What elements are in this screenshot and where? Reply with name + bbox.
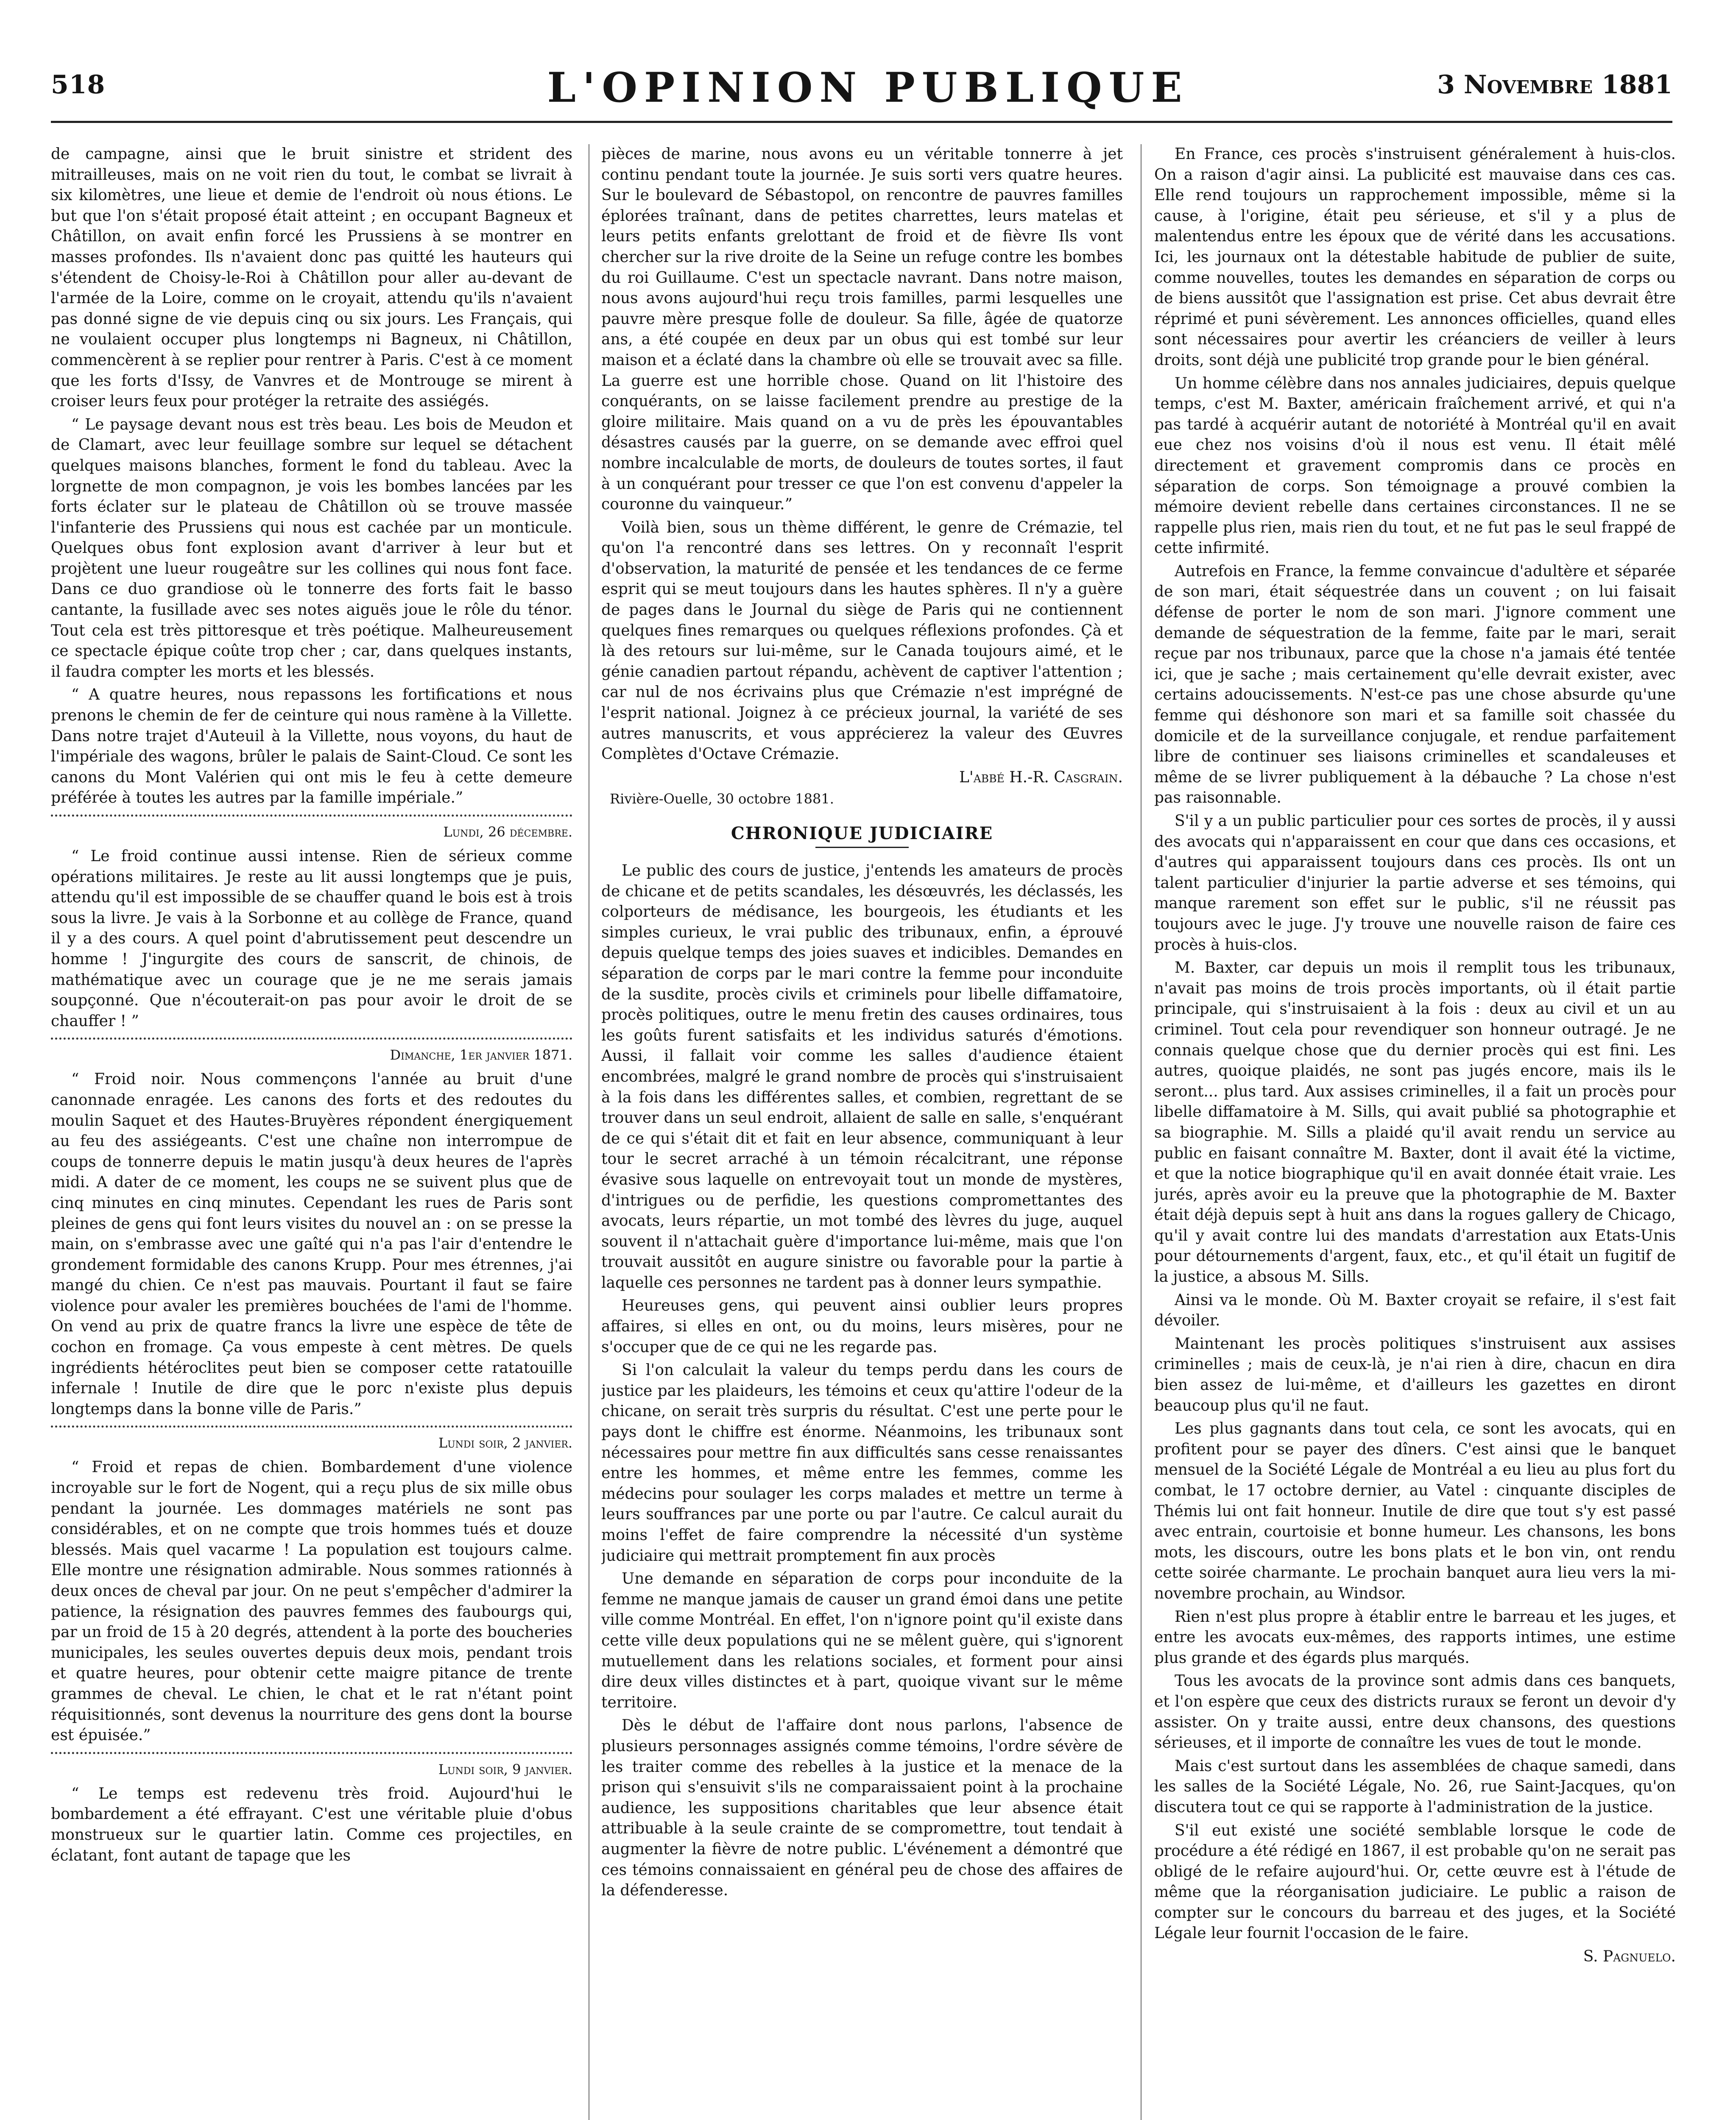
dotted-divider xyxy=(51,815,572,817)
diary-dateline: Dimanche, 1er janvier 1871. xyxy=(390,1047,572,1063)
diary-dateline: Lundi, 26 décembre. xyxy=(443,824,572,840)
article-paragraph: En France, ces procès s'instruisent généralement à huis-clos. On a raison d'agir ainsi. La publicité est mauvaise dans ces cas. Elle rend toujours un rapprochement impossible, même si la cause, à l'origine, était peu sérieuse, et s'il y a plus de malentendus entre les époux que de vérité dans les accusations. Ici, les journaux ont la détestable habitude de publier de suite, comme nouvelles, toutes les demandes en séparation de corps ou de biens aussitôt que l'assignation est prise. Cet abus devrait être réprimé et puni sévèrement. Les annonces officielles, quand elles sont nécessaires pour avertir les créanciers de veiller à leurs droits, sont déjà une publicité trop grande pour le bien général. xyxy=(1154,145,1676,369)
column-middle xyxy=(601,144,1123,2120)
column-separator xyxy=(1141,144,1142,2120)
article-paragraph: Maintenant les procès politiques s'instruisent aux assises criminelles ; mais de ceux-là, je n'ai rien à dire, chacun en dira bien assez de lui-même, et d'ailleurs les gazettes en diront beaucoup plus qu'il ne faut. xyxy=(1154,1335,1676,1414)
article-paragraph: Ainsi va le monde. Où M. Baxter croyait se refaire, il s'est fait dévoiler. xyxy=(1154,1291,1676,1330)
article-paragraph: Une demande en séparation de corps pour inconduite de la femme ne manque jamais de causer un grand émoi dans une petite ville comme Montréal. En effet, l'on n'ignore point qu'il existe dans cette ville deux populations qui ne se mêlent guère, qui s'ignorent mutuellement dans les relations sociales, et forment pour ainsi dire deux villes distinctes et à part, quoique vivant sur le même territoire. xyxy=(601,1570,1123,1711)
article-paragraph: Le public des cours de justice, j'entends les amateurs de procès de chicane et de petits scandales, les désœuvrés, les déclassés, les colporteurs de médisance, les bourgeois, les étudiants et les simples curieux, le vrai public des tribunaux, enfin, a éprouvé depuis quelque temps des joies suaves et indicibles. Demandes en séparation de corps par le mari contre la femme pour inconduite de la susdite, procès civils et criminels pour libelle diffamatoire, procès politiques, outre le menu fretin des causes ordinaires, tous les goûts furent satisfaits et les individus saturés d'émotions. Aussi, il fallait voir comme les salles d'audience étaient encombrées, malgré le grand nombre de procès qui s'instruisaient à la fois dans les différentes salles, et combien, regrettant de se trouver dans un seul endroit, allaient de salle en salle, s'enquérant de ce qui s'était dit et fait en leur absence, communiquant à leur tour le secret arraché à un témoin récalcitrant, une réponse évasive sous laquelle on entrevoyait tout un monde de mystères, d'intrigues ou de perfidie, les questions compromettantes des avocats, leurs répartie, un mot tombé des lèvres du juge, auquel souvent il n'attachait guère d'importance lui-même, mais que l'on trouvait aussitôt en augure sinistre ou favorable pour la partie à laquelle ces personnes ne tardent pas à donner leurs sympathie. xyxy=(601,862,1123,1292)
diary-dateline: Lundi soir, 2 janvier. xyxy=(438,1435,572,1451)
author-signature: S. Pagnuelo. xyxy=(1583,1948,1676,1966)
article-paragraph: Si l'on calculait la valeur du temps perdu dans les cours de justice par les plaideurs, les témoins et ceux qu'attire l'odeur de la chicane, on serait très surpris du résultat. C'est une perte pour le pays dont le chiffre est énorme. Néanmoins, les tribunaux sont nécessaires pour mettre fin aux difficultés sans cesse renaissantes entre les hommes, et même entre les femmes, comme les médecins pour soulager les corps malades et mettre un terme à leurs souffrances par une porte ou par l'autre. Ce calcul aurait du moins l'effet de faire comprendre la nécessité d'un système judiciaire qui mettrait promptement fin aux procès xyxy=(601,1361,1123,1565)
author-signature: L'abbé H.-R. Casgrain. xyxy=(959,768,1123,786)
article-paragraph: Un homme célèbre dans nos annales judiciaires, depuis quelque temps, c'est M. Baxter, américain fraîchement arrivé, et qui n'a pas tardé à acquérir autant de notoriété à Montréal qu'il en avait eue chez nos voisins d'où il nous est venu. Il était mêlé directement et gravement compromis dans ce procès en séparation de corps. Son témoignage a prouvé combien la mémoire devient rebelle dans certaines circonstances. Il ne se rappelle plus rien, mais rien du tout, et ne fut pas le seul frappé de cette infirmité. xyxy=(1154,374,1676,557)
article-paragraph: “ Le temps est redevenu très froid. Aujourd'hui le bombardement a été effrayant. C'est une véritable pluie d'obus monstrueux sur le quartier latin. Comme ces projectiles, en éclatant, font autant de tapage que les xyxy=(51,1785,572,1864)
article-paragraph: Les plus gagnants dans tout cela, ce sont les avocats, qui en profitent pour se payer des dîners. C'est ainsi que le banquet mensuel de la Société Légale de Montréal a eu lieu au plus fort du combat, le 17 octobre dernier, au Vatel : cinquante disciples de Thémis lui ont fait honneur. Inutile de dire que tout s'y est passé avec entrain, courtoisie et bonne humeur. Les chansons, les bons mots, les discours, outre les bons plats et le bon vin, ont rendu cette soirée charmante. Le prochain banquet aura lieu vers la mi-novembre prochain, au Windsor. xyxy=(1154,1420,1676,1602)
article-paragraph: S'il eut existé une société semblable lorsque le code de procédure a été rédigé en 1867, il est probable qu'on ne serait pas obligé de le refaire aujourd'hui. Or, cette œuvre est à l'étude de même que la réorganisation judiciaire. Le public a raison de compter sur le concours du barreau et des juges, et la Société Légale leur fournit l'occasion de le faire. xyxy=(1154,1822,1676,1942)
article-paragraph: Dès le début de l'affaire dont nous parlons, l'absence de plusieurs personnages assignés comme témoins, l'ordre sévère de les traiter comme des rebelles à la justice et la menace de la prison qui s'ensuivit s'ils ne comparaissaient point à la prochaine audience, les suppositions charitables que leur absence était attribuable à la seule crainte de se compromettre, tout tendait à augmenter la fièvre de notre public. L'événement a démontré que ces témoins connaissaient en général peu de chose des affaires de la défenderesse. xyxy=(601,1717,1123,1900)
article-paragraph: “ Le paysage devant nous est très beau. Les bois de Meudon et de Clamart, avec leur feuillage sombre sur lequel se détachent quelques maisons blanches, forment le fond du tableau. Avec la lorgnette de mon compagnon, je vois les bombes lancées par les forts éclater sur le plateau de Châtillon où se trouve massée l'infanterie des Prussiens qui nous est cachée par un monticule. Quelques obus font explosion avant d'arriver à leur but et projètent une lueur rougeâtre sur les collines qui nous font face. Dans ce duo grandiose où le tonnerre des forts fait le basso cantante, la fusillade avec ses notes aiguës joue le rôle du ténor. Tout cela est très pittoresque et très poétique. Malheureusement ce spectacle épique coûte trop cher ; car, dans quelques instants, il faudra compter les morts et les blessés. xyxy=(51,416,572,681)
section-heading: CHRONIQUE JUDICIAIRE xyxy=(731,823,994,844)
article-paragraph: Autrefois en France, la femme convaincue d'adultère et séparée de son mari, était séquestrée dans un couvent ; on lui faisait défense de porter le nom de son mari. J'ignore comment une demande de séquestration de la femme, faite par le mari, serait reçue par nos tribunaux, parce que la chose n'a jamais été tentée ici, que je sache ; mais certainement qu'elle devrait exister, avec certains adoucissements. N'est-ce pas une chose absurde qu'une femme qui déshonore son mari et sa famille soit chassée du domicile et de la surveillance conjugale, et rendue parfaitement libre de continuer ses liaisons criminelles et scandaleuses et même de se livrer publiquement à la débauche ? La chose n'est pas raisonnable. xyxy=(1154,562,1676,807)
page-number: 518 xyxy=(51,70,106,100)
dotted-divider xyxy=(51,1752,572,1754)
column-left xyxy=(51,144,572,2120)
article-paragraph: S'il y a un public particulier pour ces sortes de procès, il y aussi des avocats qui n'apparaissent en cour que dans ces occasions, et d'autres qui apparaissent toujours dans ces procès. Ils ont un talent particulier d'injurier la partie adverse et ses témoins, qui manque rarement son effet sur le public, s'il ne réussit pas toujours avec le juge. J'y trouve une nouvelle raison de faire ces procès à huis-clos. xyxy=(1154,812,1676,954)
article-paragraph: Rien n'est plus propre à établir entre le barreau et les juges, et entre les avocats eux-mêmes, des rapports intimes, une estime plus grande et des égards plus marqués. xyxy=(1154,1608,1676,1667)
page-header xyxy=(0,0,1736,140)
dotted-divider xyxy=(51,1425,572,1428)
dotted-divider xyxy=(51,1038,572,1040)
newspaper-title: L'OPINION PUBLIQUE xyxy=(547,64,1189,112)
article-paragraph: de campagne, ainsi que le bruit sinistre et strident des mitrailleuses, mais on ne voit rien du tout, le combat se livrait à six kilomètres, une lieue et demie de l'endroit où nous étions. Le but que l'on s'était proposé était atteint ; en occupant Bagneux et Châtillon, on avait enfin forcé les Prussiens à se montrer en masses profondes. Ils n'avaient donc pas quitté les hauteurs qui s'étendent de Choisy-le-Roi à Châtillon pour aller au-devant de l'armée de la Loire, comme on le croyait, attendu qu'ils n'avaient pas donné signe de vie depuis cinq ou six jours. Les Français, qui ne voulaient occuper plus longtemps ni Bagneux, ni Châtillon, commencèrent à se replier pour rentrer à Paris. C'est à ce moment que les forts d'Issy, de Vanvres et de Montrouge se mirent à croiser leurs feux pour protéger la retraite des assiégés. xyxy=(51,145,572,410)
header-rule xyxy=(51,121,1672,123)
place-date: Rivière-Ouelle, 30 octobre 1881. xyxy=(610,791,834,807)
column-right xyxy=(1154,144,1676,2120)
article-paragraph: Tous les avocats de la province sont admis dans ces banquets, et l'on espère que ceux des districts ruraux se feront un devoir d'y assister. On y traite aussi, entre deux chansons, des questions sérieuses, et il importe de connaître les vues de tout le monde. xyxy=(1154,1672,1676,1752)
article-paragraph: pièces de marine, nous avons eu un véritable tonnerre à jet continu pendant toute la journée. Je suis sorti vers quatre heures. Sur le boulevard de Sébastopol, on rencontre de pauvres familles éplorées traînant, dans de petites charrettes, leurs matelas et leurs petits enfants grelottant de froid et de fièvre Ils vont chercher sur la rive droite de la Seine un refuge contre les bombes du roi Guillaume. C'est un spectacle navrant. Dans notre maison, nous avons aujourd'hui reçu trois familles, parmi lesquelles une pauvre mère presque folle de douleur. Sa fille, âgée de quatorze ans, a été coupée en deux par un obus qui est tombé sur leur maison et a éclaté dans la chambre où elle se trouvait avec sa fille. La guerre est une horrible chose. Quand on lit l'histoire des conquérants, on se laisse facilement prendre au prestige de la gloire militaire. Mais quand on a vu de près les épouvantables désastres causés par la guerre, on se demande avec effroi quel nombre incalculable de morts, de douleurs de toutes sortes, il faut à un conquérant pour tresser ce que l'on est convenu d'appeler la couronne du vainqueur.” xyxy=(601,145,1123,513)
issue-date: 3 Novembre 1881 xyxy=(1437,70,1672,100)
article-paragraph: “ Froid et repas de chien. Bombardement d'une violence incroyable sur le fort de Nogent, qui a reçu plus de six mille obus pendant la journée. Les dommages matériels ne sont pas considérables, et on ne compte que trois hommes tués et douze blessés. Mais quel vacarme ! La population est toujours calme. Elle montre une résignation admirable. Nous sommes rationnés à deux onces de cheval par jour. On ne peut s'empêcher d'admirer la patience, la résignation des pauvres femmes des faubourgs qui, par un froid de 15 à 20 degrés, attendent à la porte des boucheries municipales, les seules ouvertes depuis deux mois, pendant trois et quatre heures, pour obtenir cette maigre pitance de trente grammes de cheval. Le chien, le chat et le rat n'étant point réquisitionnés, sont devenus la nourriture des gens dont la bourse est épuisée.” xyxy=(51,1459,572,1744)
section-rule xyxy=(815,847,909,848)
article-paragraph: “ Froid noir. Nous commençons l'année au bruit d'une canonnade enragée. Les canons des forts et des redoutes du moulin Saquet et des Hautes-Bruyères répondent énergiquement au feu des assiégeants. C'est une chaîne non interrompue de coups de tonnerre depuis le matin jusqu'à deux heures de l'après midi. A dater de ce moment, les coups ne se suivent plus que de cinq minutes en cinq minutes. Cependant les rues de Paris sont pleines de gens qui font leurs visites du nouvel an : on se presse la main, on s'embrasse avec une gaîté qui n'a pas l'air d'entendre le grondement formidable des canons Krupp. Pour mes étrennes, j'ai mangé du chien. Ce n'est pas mauvais. Pourtant il faut se faire violence pour avaler les premières bouchées de l'ami de l'homme. On vend au prix de quatre francs la livre une espèce de tête de cochon en fromage. Ça vous empeste à cent mètres. De quels ingrédients hétéroclites peut bien se composer cette ratatouille infernale ! Inutile de dire que le porc n'existe plus depuis longtemps dans la bonne ville de Paris.” xyxy=(51,1071,572,1418)
article-paragraph: “ Le froid continue aussi intense. Rien de sérieux comme opérations militaires. Je reste au lit aussi longtemps que je puis, attendu qu'il est impossible de se chauffer quand le bois est à trois sous la livre. Je vais à la Sorbonne et au collège de France, quand il y a des cours. A quel point d'abrutissement peut descendre un homme ! J'ingurgite des cours de sanscrit, de chinois, de mathématique avec un courage que je ne me serais jamais soupçonné. Que n'écouterait-on pas pour avoir le droit de se chauffer ! ” xyxy=(51,848,572,1030)
article-paragraph: M. Baxter, car depuis un mois il remplit tous les tribunaux, n'avait pas moins de trois procès importants, où il était partie principale, qui s'instruisaient à la fois : deux au civil et un au criminel. Tout cela pour revendiquer son honneur outragé. Je ne connais quelque chose que du dernier procès qui est fini. Les autres, quoique plaidés, ne sont pas jugés encore, mais ils le seront... plus tard. Aux assises criminelles, il a fait un procès pour libelle diffamatoire à M. Sills, qui avait publié sa photographie et sa biographie. M. Sills a plaidé qu'il avait rendu un service au public en faisant connaître M. Baxter, dont il avait été la victime, et que la notice biographique qu'il en avait donnée était vraie. Les jurés, après avoir eu la preuve que la photographie de M. Baxter était déjà depuis sept à huit ans dans la rogues gallery de Chicago, qu'il y avait contre lui des mandats d'arrestation aux Etats-Unis pour détournements d'argent, faux, etc., et qu'il était un fugitif de la justice, a absous M. Sills. xyxy=(1154,959,1676,1286)
diary-dateline: Lundi soir, 9 janvier. xyxy=(438,1761,572,1777)
article-paragraph: Heureuses gens, qui peuvent ainsi oublier leurs propres affaires, si elles en ont, ou du moins, leurs misères, pour ne s'occuper que de ce qui ne les regarde pas. xyxy=(601,1297,1123,1356)
article-paragraph: Voilà bien, sous un thème différent, le genre de Crémazie, tel qu'on l'a rencontré dans ses lettres. On y reconnaît l'esprit d'observation, la maturité de pensée et les tendances de ce ferme esprit qui se meut toujours dans les hautes sphères. Il n'y a guère de pages dans le Journal du siège de Paris qui ne contiennent quelques fines remarques ou quelques réflexions profondes. Çà et là des retours sur lui-même, sur le Canada toujours aimé, et le génie canadien partout répandu, achèvent de captiver l'attention ; car nul de nos écrivains plus que Crémazie n'est imprégné de l'esprit national. Joignez à ce précieux journal, la variété de ses autres manuscrits, et vous apprécierez la valeur des Œuvres Complètes d'Octave Crémazie. xyxy=(601,519,1123,763)
article-paragraph: Mais c'est surtout dans les assemblées de chaque samedi, dans les salles de la Société Légale, No. 26, rue Saint-Jacques, qu'on discutera tout ce qui se rapporte à l'administration de la justice. xyxy=(1154,1757,1676,1816)
article-paragraph: “ A quatre heures, nous repassons les fortifications et nous prenons le chemin de fer de ceinture qui nous ramène à la Villette. Dans notre trajet d'Auteuil à la Villette, nous voyons, du haut de l'impériale des wagons, brûler le palais de Saint-Cloud. Ce sont les canons du Mont Valérien qui ont mis le feu à cette demeure préférée à toutes les autres par la famille impériale.” xyxy=(51,686,572,807)
